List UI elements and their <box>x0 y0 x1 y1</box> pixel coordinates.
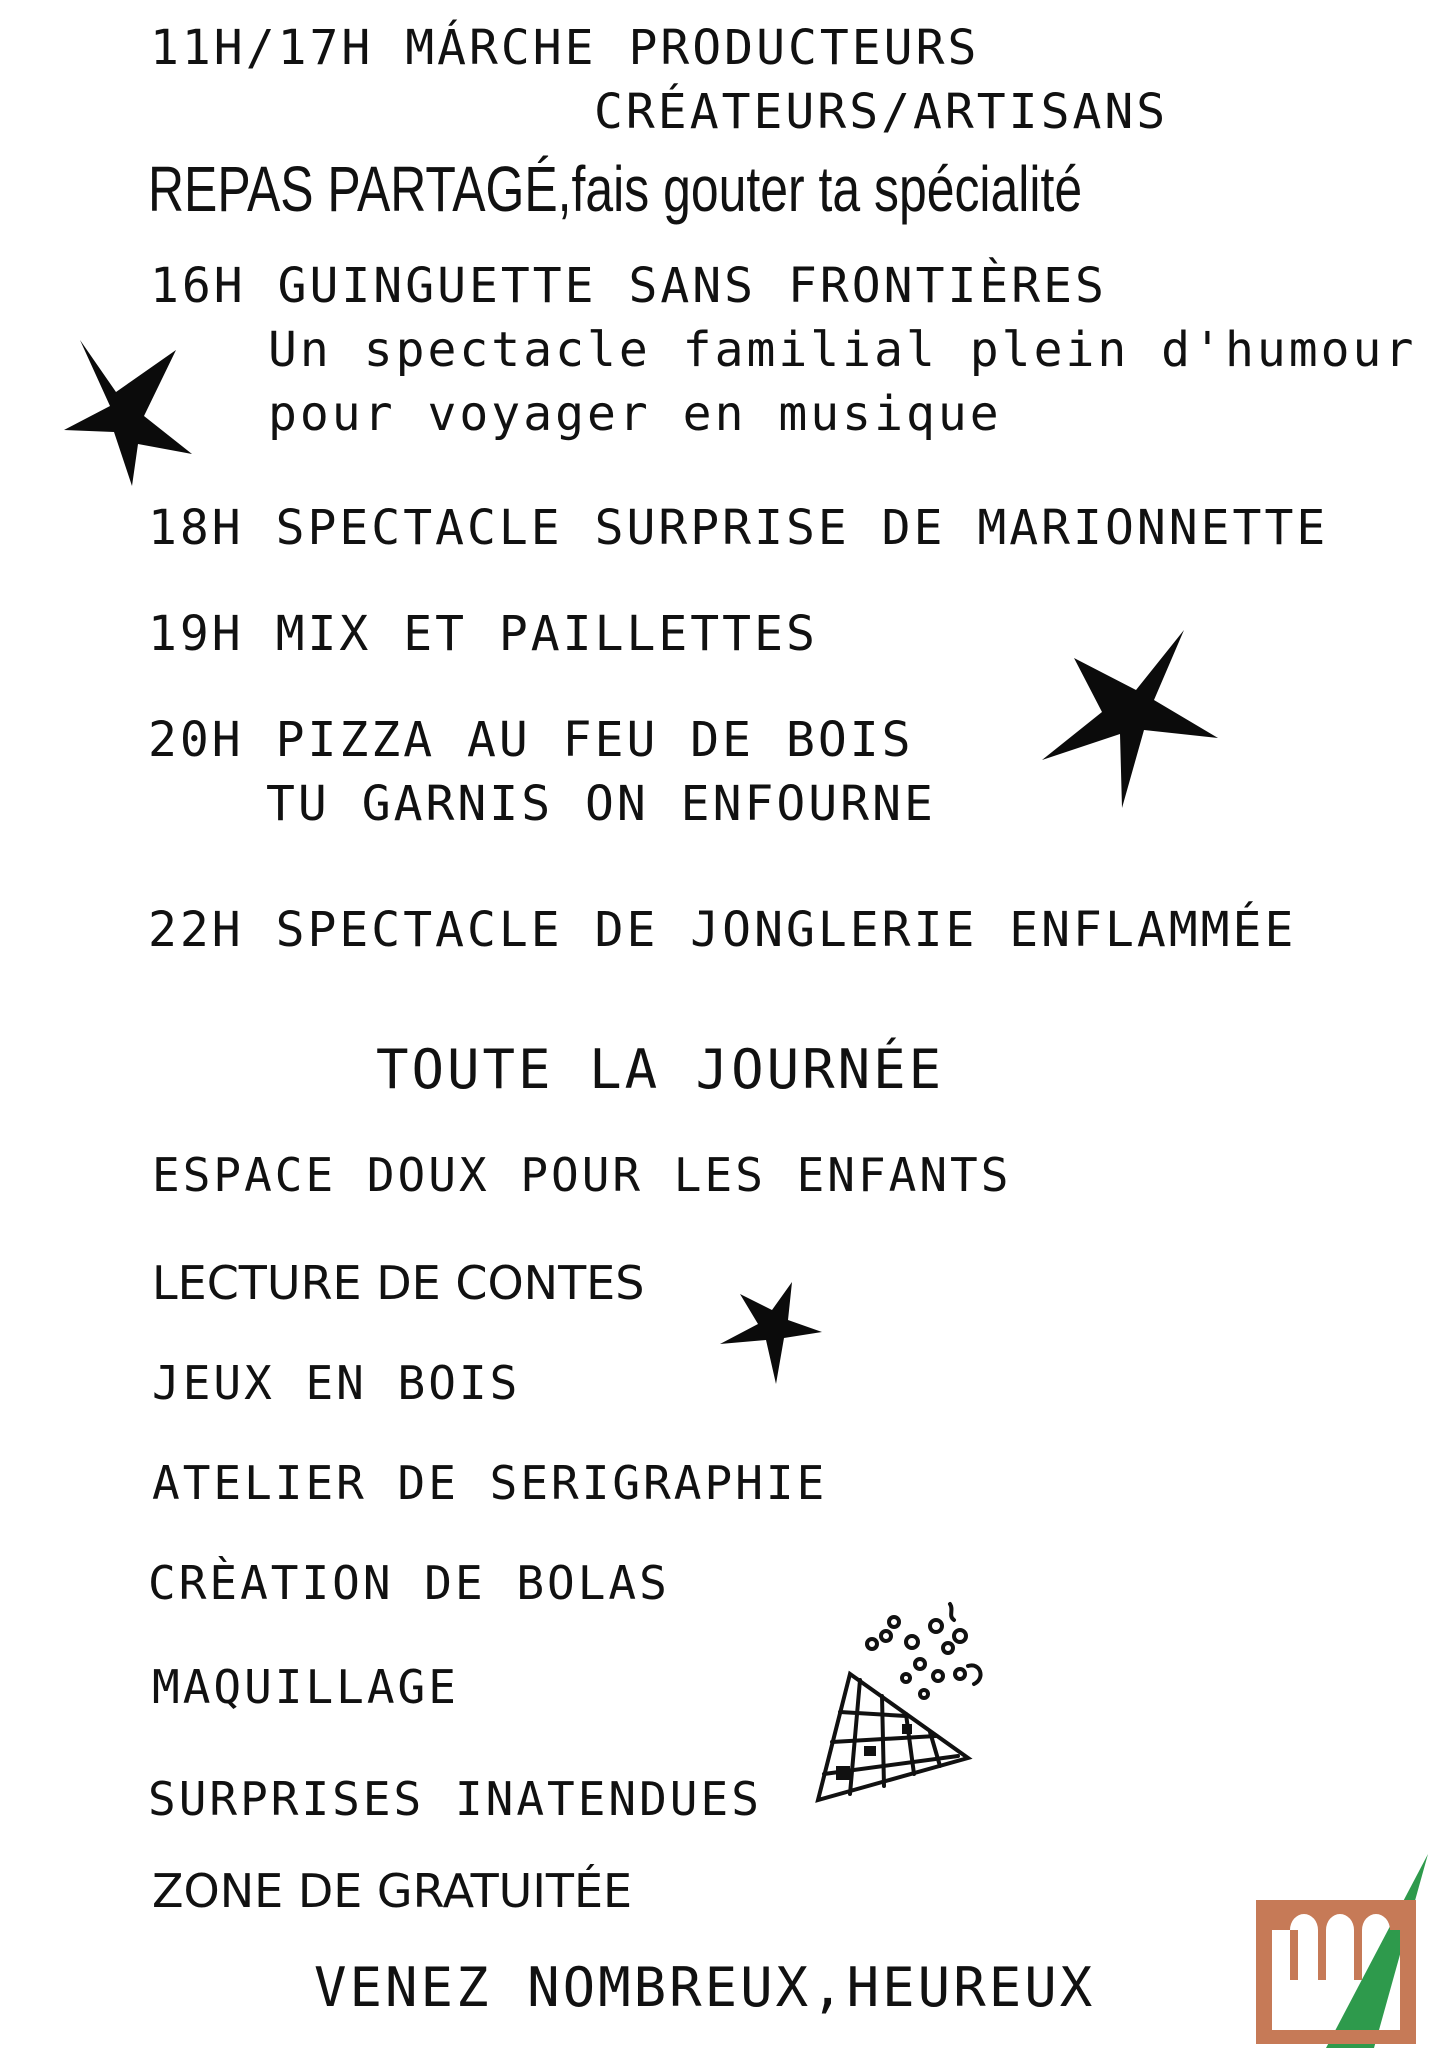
all-day-item: ESPACE DOUX POUR LES ENFANTS <box>152 1148 1012 1202</box>
pizza-line-2: TU GARNIS ON ENFOURNE <box>266 776 936 832</box>
all-day-item: MAQUILLAGE <box>152 1660 459 1714</box>
guinguette-description-1: Un spectacle familial plein d'humour <box>268 322 1417 378</box>
shared-meal-line: REPAS PARTAGÉ,fais gouter ta spécialité <box>148 153 1083 225</box>
closing-line: VENEZ NOMBREUX,HEUREUX <box>314 1956 1096 2019</box>
market-line-2: CRÉATEURS/ARTISANS <box>594 84 1169 140</box>
jonglerie-show: 22H SPECTACLE DE JONGLERIE ENFLAMMÉE <box>148 902 1297 958</box>
all-day-item: SURPRISES INATENDUES <box>148 1772 762 1826</box>
star-icon <box>718 1280 828 1386</box>
guinguette-description-2: pour voyager en musique <box>268 386 1002 442</box>
all-day-item: CRÈATION DE BOLAS <box>148 1556 670 1610</box>
all-day-item: ATELIER DE SERIGRAPHIE <box>152 1456 828 1510</box>
all-day-item: JEUX EN BOIS <box>152 1356 521 1410</box>
pizza-line-1: 20H PIZZA AU FEU DE BOIS <box>148 712 914 768</box>
logo-icon <box>1252 1854 1430 2048</box>
star-icon <box>58 330 208 490</box>
all-day-item: ZONE DE GRATUITÉE <box>152 1864 633 1918</box>
guinguette-title: 16H GUINGUETTE SANS FRONTIÈRES <box>150 258 1107 314</box>
mix-paillettes: 19H MIX ET PAILLETTES <box>148 606 818 662</box>
party-cone-icon <box>810 1596 1020 1816</box>
all-day-heading: TOUTE LA JOURNÉE <box>376 1038 945 1101</box>
marionnette-show: 18H SPECTACLE SURPRISE DE MARIONNETTE <box>148 500 1329 556</box>
market-line-1: 11H/17H MÁRCHE PRODUCTEURS <box>150 20 980 76</box>
all-day-item: LECTURE DE CONTES <box>152 1256 645 1310</box>
star-icon <box>1040 626 1230 816</box>
